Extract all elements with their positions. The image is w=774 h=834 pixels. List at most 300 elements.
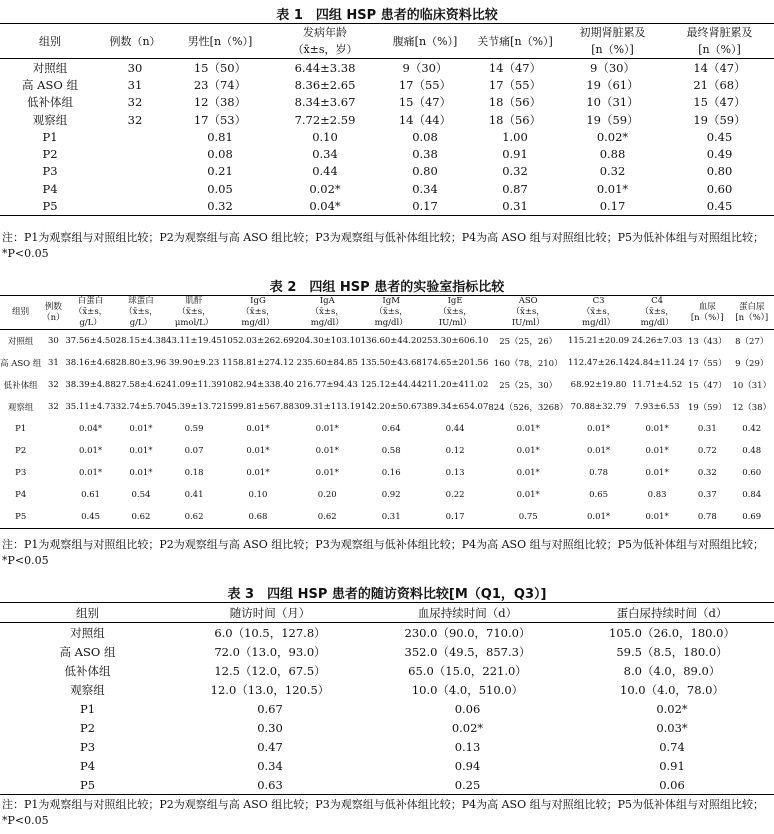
table1-row	[0, 59, 774, 77]
table2-cell: 211.20±411.02	[421, 380, 489, 390]
table1-cell: 对照组	[32, 60, 68, 75]
table1-row	[0, 197, 774, 215]
table2-cell: 低补体组	[3, 381, 38, 391]
table1-cell: 0.80	[412, 164, 438, 179]
table2-cell: 160（78，210）	[493, 359, 563, 369]
table3-cell: 0.02*	[656, 701, 688, 716]
table1-cell: 0.21	[207, 164, 233, 179]
table3-cell: 0.34	[257, 758, 283, 773]
table2-cell: 0.72	[697, 446, 717, 456]
table3-title: 表 3 四组 HSP 患者的随访资料比较[M（Q1，Q3）]	[227, 587, 547, 602]
table2-cell: 0.01*	[315, 446, 339, 456]
table2-cell: 0.10	[248, 490, 268, 500]
table2-cell: 142.20±50.67	[360, 402, 422, 412]
table2-header-cell: ASO （x̄±s， IU/ml）	[488, 296, 568, 330]
table2-cell: 28.80±3.96	[115, 358, 167, 368]
table2-cell: P3	[15, 468, 27, 478]
table3-header-cell: 血尿持续时间（d）	[365, 603, 570, 623]
table2-cell: 19（59）	[687, 403, 727, 413]
table1-header-cell: 关节痛[n（%）]	[470, 24, 560, 59]
table1-cell: 17（55）	[398, 77, 452, 92]
table1-cell: 32	[127, 95, 143, 110]
table2-cell: 70.88±32.79	[570, 402, 627, 412]
table2-header-cell: IgA （x̄±s， mg/dl）	[294, 296, 361, 330]
table2-cell: 37.56±4.50	[65, 336, 116, 346]
table2-cell: 32.74±5.70	[115, 402, 167, 412]
table2-cell: 0.01*	[516, 468, 540, 478]
table1-cell	[100, 180, 170, 197]
table3-row	[0, 699, 774, 718]
table2-cell: 136.60±44.20	[360, 336, 422, 346]
table2-cell: 389.34±654.07	[421, 402, 489, 412]
table3-row	[0, 642, 774, 661]
table2-cell: 0.60	[742, 468, 762, 478]
table3-row	[0, 775, 774, 795]
table3-cell: P5	[0, 775, 175, 795]
table2-title: 表 2 四组 HSP 患者的实验室指标比较	[269, 280, 505, 295]
table2-cell: 24.26±7.03	[631, 336, 683, 346]
table2-cell: 0.48	[742, 446, 762, 456]
table2-header-row	[0, 296, 774, 330]
table2-row	[0, 462, 774, 484]
table1-cell	[100, 145, 170, 162]
table2-cell: 27.58±4.62	[115, 380, 167, 390]
table1-cell: 19（59）	[586, 112, 639, 127]
table2-cell: 31	[47, 358, 59, 368]
table1-cell	[100, 128, 170, 145]
table1-cell: 0.04*	[270, 197, 380, 215]
table2-header	[0, 296, 774, 330]
table3-cell: 230.0（90.0，710.0）	[404, 625, 531, 640]
table1-cell: 0.32	[599, 164, 626, 179]
table1-cell: 0.38	[412, 147, 438, 162]
table1-header-cell: 组别	[0, 24, 100, 59]
table2-cell: 204.30±103.10	[293, 336, 361, 346]
table2-header-cell: IgG （x̄±s， mg/dl）	[222, 296, 294, 330]
table2-body	[0, 330, 774, 529]
table1-cell: P3	[42, 164, 58, 179]
table1-cell: 30	[127, 60, 143, 75]
table1-cell: 19（59）	[693, 112, 746, 127]
table2-cell	[41, 418, 65, 440]
table2-cell: 0.84	[742, 490, 762, 500]
table1-cell	[100, 197, 170, 215]
table1-cell: 0.08	[412, 129, 438, 144]
table2-cell: 0.01*	[246, 446, 270, 456]
table2-cell: 0.59	[184, 424, 204, 434]
table2-cell: 30	[47, 336, 59, 346]
table1-cell: 0.01*	[596, 181, 629, 196]
table2-cell: 0.83	[647, 490, 667, 500]
table2-cell: 216.77±94.43	[296, 380, 358, 390]
table1-cell: 0.88	[599, 147, 626, 162]
table1-cell: 0.87	[502, 181, 528, 196]
table2-cell: 0.75	[488, 506, 568, 529]
table1-cell: 31	[127, 77, 143, 92]
table3-cell: 0.06	[454, 701, 481, 716]
table2-header-cell: 血尿 [n（%）]	[685, 296, 729, 330]
table3-header-row	[0, 603, 774, 623]
table1-cell: 14（47）	[693, 60, 746, 75]
table3-cell: 0.06	[570, 775, 774, 795]
table1-cell: 0.81	[207, 129, 233, 144]
table2-cell: 对照组	[7, 337, 34, 347]
table2-cell: 0.01*	[516, 446, 540, 456]
table3-header-cell: 蛋白尿持续时间（d）	[570, 603, 774, 623]
table1-cell: 低补体组	[27, 95, 73, 110]
table2-cell: 0.01*	[78, 468, 103, 478]
table2-cell: 25（25，30）	[499, 381, 558, 391]
table2-cell: 0.61	[81, 490, 101, 500]
table1-cell: 7.72±2.59	[294, 112, 356, 127]
table3-cell: 0.30	[257, 720, 283, 735]
table2-row	[0, 418, 774, 440]
table1-row	[0, 128, 774, 145]
table2-cell: 43.11±19.45	[166, 336, 222, 346]
table2-cell: 17（55）	[687, 359, 727, 369]
table2-row	[0, 484, 774, 506]
table2-cell: 68.92±19.80	[570, 380, 627, 390]
table1-cell: P5	[0, 197, 100, 215]
table3-cell: P1	[79, 701, 96, 716]
table2-cell: 0.31	[361, 506, 422, 529]
table2-cell: 1158.81±274.12	[221, 358, 294, 368]
table2-cell: 41.09±11.39	[166, 380, 222, 390]
table3-cell: 0.25	[365, 775, 570, 795]
table2	[0, 295, 774, 529]
table2-cell: 1052.03±262.69	[221, 336, 294, 346]
table2-header-cell: IgM （x̄±s， mg/dl）	[361, 296, 422, 330]
table3-cell: 352.0（49.5，857.3）	[404, 644, 531, 659]
table1-cell: 17（53）	[193, 112, 247, 127]
table1-cell: P1	[42, 129, 58, 144]
table2-header-cell: 球蛋白 （x̄±s， g/L）	[116, 296, 166, 330]
table3-cell: 0.67	[257, 701, 283, 716]
table2-cell: 0.41	[184, 490, 204, 500]
table2-cell: 0.20	[317, 490, 337, 500]
table2-cell: 12（38）	[732, 403, 772, 413]
table1-cell: 0.49	[706, 147, 733, 162]
table1-header-cell: 初期肾脏累及 [n（%）]	[560, 24, 665, 59]
table2-cell: 0.54	[131, 490, 151, 500]
table1-cell: 18（56）	[488, 112, 542, 127]
table3-cell: 对照组	[70, 625, 105, 640]
table2-row	[0, 440, 774, 462]
table1-cell	[100, 163, 170, 180]
table3-cell: 10.0（4.0，510.0）	[411, 682, 524, 697]
table1-header-cell: 例数（n）	[100, 24, 170, 59]
table1-cell: 高 ASO 组	[22, 77, 78, 92]
table2-cell: 0.01*	[645, 446, 669, 456]
table2-cell: 25（25，26）	[499, 337, 558, 347]
table1-cell: 观察组	[32, 112, 68, 127]
table2-cell: 1599.81±567.88	[221, 402, 294, 412]
table2-cell: 0.16	[381, 468, 401, 478]
table2-cell	[41, 462, 65, 484]
table1-cell: 0.60	[706, 181, 733, 196]
table2-cell: 0.13	[445, 468, 465, 478]
table2-cell: 0.17	[422, 506, 489, 529]
table1-note: 注：P1为观察组与对照组比较；P2为观察组与高 ASO 组比较；P3为观察组与低补体组比较；P4为高 ASO 组与对照组比较；P5为低补体组与对照组比较；*P<0.05	[2, 231, 764, 260]
table1-header-cell: 腹痛[n（%）]	[380, 24, 470, 59]
table1-cell: 0.80	[706, 164, 733, 179]
table3-cell: 观察组	[70, 682, 105, 697]
table3-body	[0, 623, 774, 795]
table2-cell: 0.01*	[129, 468, 153, 478]
table2-cell: 0.01*	[129, 446, 153, 456]
table2-cell	[41, 506, 65, 529]
table3-cell: 8.0（4.0，89.0）	[623, 663, 721, 678]
table2-cell: 0.42	[742, 424, 762, 434]
table2-cell: 0.01*	[129, 424, 153, 434]
table1-cell: 0.31	[470, 197, 560, 215]
table2-row	[0, 374, 774, 396]
table1-cell: 32	[127, 112, 143, 127]
table1-cell: 0.32	[502, 164, 528, 179]
table3-cell: 12.0（13.0，120.5）	[210, 682, 330, 697]
table2-header-cell: 例数 （n）	[41, 296, 65, 330]
table2-cell: 0.78	[685, 506, 729, 529]
table1-cell: 15（50）	[193, 60, 247, 75]
table2-cell: 0.78	[589, 468, 609, 478]
table1-cell: 9（30）	[402, 60, 448, 75]
table2-cell: 0.01*	[645, 468, 669, 478]
table2-cell: 112.47±26.14	[567, 358, 630, 368]
table3-cell: 6.0（10.5，127.8）	[214, 625, 326, 640]
table1-cell: 0.34	[312, 147, 338, 162]
table2-cell: 38.39±4.88	[65, 380, 116, 390]
table2-cell: 1082.94±338.40	[221, 380, 294, 390]
table3-cell: P4	[79, 758, 96, 773]
table2-cell: 39.90±9.23	[168, 358, 220, 368]
table3-cell: 59.5（8.5，180.0）	[616, 644, 728, 659]
table2-cell: 235.60±84.85	[296, 358, 358, 368]
table2-cell: 309.31±113.19	[293, 402, 361, 412]
table1-cell: 0.02*	[596, 129, 629, 144]
table3-cell: 65.0（15.0，221.0）	[408, 663, 527, 678]
table1-cell: 0.91	[502, 147, 528, 162]
table2-cell: 38.16±4.68	[65, 358, 116, 368]
table2-cell: 观察组	[7, 403, 34, 413]
table2-cell: 0.65	[589, 490, 609, 500]
table2-cell	[41, 484, 65, 506]
table2-header-cell: 白蛋白 （x̄±s， g/L）	[65, 296, 115, 330]
table2-cell: 24.84±11.24	[629, 358, 685, 368]
table2-cell: 0.01*	[246, 424, 270, 434]
table1-cell: 8.34±3.67	[294, 95, 356, 110]
table2-cell: 0.18	[184, 468, 204, 478]
table1-cell: 23（74）	[193, 77, 247, 92]
table3-row	[0, 756, 774, 775]
table3-row	[0, 680, 774, 699]
table1-cell: 15（47）	[693, 95, 746, 110]
table2-header-cell: 组别	[0, 296, 41, 330]
table1-cell: 0.02*	[309, 181, 341, 196]
table3-cell: 0.47	[257, 739, 283, 754]
table3-cell: 12.5（12.0，67.5）	[214, 663, 326, 678]
table3-cell: 72.0（13.0，93.0）	[214, 644, 326, 659]
table3-header-cell: 随访时间（月）	[175, 603, 365, 623]
table3-row	[0, 718, 774, 737]
table1-cell: 15（47）	[398, 95, 452, 110]
table2-cell: 824（526，3268）	[488, 403, 568, 413]
table2-cell: 0.62	[166, 506, 222, 529]
table2-cell: P2	[15, 446, 27, 456]
table2-cell: 0.69	[730, 506, 774, 529]
table1-cell: 18（56）	[488, 95, 542, 110]
table2-cell: 0.44	[445, 424, 465, 434]
table2-cell: 45.39±13.72	[166, 402, 222, 412]
table2-cell: 0.07	[184, 446, 204, 456]
table1-cell: P2	[42, 147, 58, 162]
table2-cell: 15（47）	[687, 381, 727, 391]
table3-cell: 0.63	[175, 775, 365, 795]
table3-header	[0, 603, 774, 623]
table2-cell: P5	[0, 506, 41, 529]
table2-header-cell: IgE （x̄±s， IU/ml）	[422, 296, 489, 330]
table2-cell: 9（29）	[735, 359, 769, 369]
table1-cell: 14（47）	[488, 60, 542, 75]
table3-row	[0, 661, 774, 680]
table1-cell: 0.10	[312, 129, 338, 144]
table1-cell: P4	[42, 181, 58, 196]
table2-cell: 8（27）	[735, 337, 769, 347]
table1-cell: 0.45	[706, 129, 733, 144]
table2-cell: 0.04*	[78, 424, 103, 434]
table3-cell: 0.02*	[451, 720, 484, 735]
table3-row	[0, 737, 774, 756]
table1-cell: 9（30）	[590, 60, 635, 75]
table2-cell: 0.68	[222, 506, 294, 529]
table1-row	[0, 145, 774, 162]
table2-cell: 0.37	[697, 490, 717, 500]
table2-cell: P4	[15, 490, 27, 500]
table1-cell: 14（44）	[398, 112, 452, 127]
table3-cell: P3	[79, 739, 96, 754]
table2-cell: 0.45	[65, 506, 115, 529]
table2-cell: 0.01*	[516, 424, 540, 434]
table2-cell: 7.93±6.53	[634, 402, 680, 412]
table2-cell: 13（43）	[687, 337, 727, 347]
table1-body	[0, 59, 774, 216]
table2-header-cell: 肌酐 （x̄±s， μmol/L）	[166, 296, 222, 330]
table2-header-cell: 蛋白尿 [n（%）]	[730, 296, 774, 330]
table3-cell: 低补体组	[64, 663, 111, 678]
table2-cell: 10（31）	[732, 381, 772, 391]
table3-cell: 0.74	[659, 739, 685, 754]
table1-cell: 0.17	[380, 197, 470, 215]
table3-row	[0, 623, 774, 643]
table2-cell: 0.01*	[568, 506, 629, 529]
table2-row	[0, 506, 774, 529]
table2-cell: 32	[47, 402, 59, 412]
table2-cell: 0.22	[445, 490, 465, 500]
table1-cell: 12（38）	[193, 95, 247, 110]
table2-cell	[41, 440, 65, 462]
table2-cell: 28.15±4.38	[115, 336, 167, 346]
table3-cell: 0.94	[454, 758, 481, 773]
table1-cell: 10（31）	[586, 95, 639, 110]
table2-cell: 0.92	[381, 490, 401, 500]
table2-cell: 0.62	[294, 506, 361, 529]
table1	[0, 23, 774, 216]
table1-row	[0, 163, 774, 180]
table2-cell: 0.64	[381, 424, 401, 434]
table2-cell: 115.21±20.09	[567, 336, 630, 346]
table1-cell: 0.05	[207, 181, 233, 196]
table1-header-row	[0, 24, 774, 59]
table1-cell: 0.45	[665, 197, 774, 215]
table2-cell: 135.50±43.68	[360, 358, 422, 368]
table2-cell: 174.65±201.56	[421, 358, 489, 368]
table2-note: 注：P1为观察组与对照组比较；P2为观察组与高 ASO 组比较；P3为观察组与低补体组比较；P4为高 ASO 组与对照组比较；P5为低补体组与对照组比较；*P<0.05	[2, 538, 764, 567]
table1-cell: 17（55）	[488, 77, 542, 92]
table1-cell: 21（68）	[693, 77, 746, 92]
table3-cell: 10.0（4.0，78.0）	[620, 682, 724, 697]
table1-row	[0, 76, 774, 93]
table1-cell: 0.08	[207, 147, 233, 162]
table2-cell: 11.71±4.52	[631, 380, 683, 390]
table3	[0, 602, 774, 795]
table2-cell: 0.12	[445, 446, 465, 456]
table1-row	[0, 94, 774, 111]
table2-cell: 0.01*	[78, 446, 103, 456]
table1-cell: 8.36±2.65	[294, 77, 356, 92]
table2-row	[0, 396, 774, 418]
table2-cell: 0.58	[381, 446, 401, 456]
table2-cell: P1	[15, 424, 27, 434]
table3-note: 注：P1为观察组与对照组比较；P2为观察组与高 ASO 组比较；P3为观察组与低补体组比较；P4为高 ASO 组与对照组比较；P5为低补体组与对照组比较；*P<0.05	[2, 798, 764, 827]
table1-cell: 1.00	[502, 129, 528, 144]
table2-row	[0, 352, 774, 374]
table2-cell: 0.01*	[315, 468, 339, 478]
table3-cell: 高 ASO 组	[59, 644, 116, 659]
table2-cell: 32	[47, 380, 59, 390]
table2-cell: 253.30±606.10	[421, 336, 489, 346]
table2-header-cell: C3 （x̄±s， mg/dl）	[568, 296, 629, 330]
table2-cell: 0.32	[697, 468, 717, 478]
table2-cell: 0.01*	[586, 446, 611, 456]
table2-cell: 高 ASO 组	[0, 359, 42, 369]
table1-cell: 19（61）	[586, 77, 639, 92]
table3-cell: 0.03*	[656, 720, 688, 735]
table1-row	[0, 180, 774, 197]
table1-header-cell: 发病年龄 （x̄±s，岁）	[270, 24, 380, 59]
table2-cell: 0.01*	[246, 468, 270, 478]
table3-header-cell: 组别	[0, 603, 175, 623]
table2-cell: 0.01*	[315, 424, 339, 434]
table1-header	[0, 24, 774, 59]
table2-cell: 0.01*	[586, 424, 611, 434]
table2-header-cell: C4 （x̄±s， mg/dl）	[629, 296, 685, 330]
table2-cell: 125.12±44.44	[360, 380, 422, 390]
table2-cell: 0.62	[116, 506, 166, 529]
table1-cell: 0.17	[560, 197, 665, 215]
table1-cell: 0.44	[312, 164, 338, 179]
table3-cell: 0.91	[659, 758, 685, 773]
table2-cell: 0.31	[697, 424, 717, 434]
table3-cell: 0.13	[454, 739, 481, 754]
table2-row	[0, 330, 774, 353]
table1-title: 表 1 四组 HSP 患者的临床资料比较	[276, 8, 498, 23]
table3-cell: 105.0（26.0，180.0）	[609, 625, 735, 640]
table1-cell: 6.44±3.38	[294, 60, 356, 75]
table2-cell: 0.01*	[645, 424, 669, 434]
table3-cell: P2	[79, 720, 96, 735]
table1-cell: 0.34	[412, 181, 438, 196]
table1-header-cell: 男性[n（%）]	[170, 24, 270, 59]
table2-cell: 0.01*	[629, 506, 685, 529]
